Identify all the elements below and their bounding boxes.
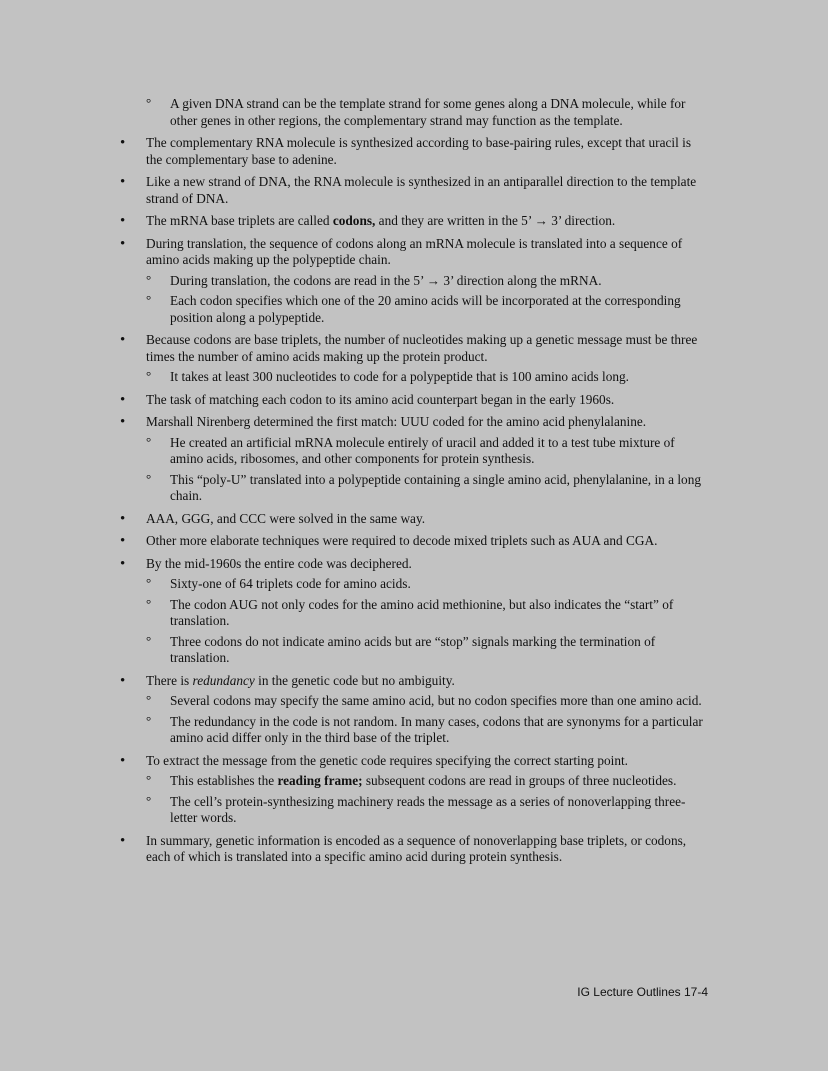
item-text: This establishes the <box>170 773 278 788</box>
item-text: Sixty-one of 64 triplets code for amino acids. <box>170 576 411 591</box>
item-text: Marshall Nirenberg determined the first match: UUU coded for the amino acid phenylalanine. <box>146 414 647 429</box>
sub-bullet-item <box>0 576 828 593</box>
bullet-item <box>0 556 828 573</box>
item-text: and they are written in the 5’ → 3’ direction. <box>375 213 616 228</box>
bullet-item <box>0 332 828 365</box>
bullet-item <box>0 753 828 770</box>
item-text: Several codons may specify the same amino acid, but no codon specifies more than one amino acid. <box>170 693 702 708</box>
item-text: The task of matching each codon to its amino acid counterpart began in the early 1960s. <box>146 391 615 407</box>
item-text: He created an artificial mRNA molecule entirely of uracil and added it to a test tube mixture of amino acids, ribosomes, and other components for protein synthesis. <box>170 434 675 466</box>
item-text: In summary, genetic information is encoded as a sequence of nonoverlapping base triplets, or codons, each of which is translated into a specific amino acid during protein synthesis. <box>146 832 687 864</box>
item-text: The codon AUG not only codes for the amino acid methionine, but also indicates the “start” of translation. <box>170 596 674 628</box>
bullet-item <box>0 833 828 866</box>
sub-bullet-item <box>0 273 828 290</box>
bullet-item <box>0 174 828 207</box>
item-text: There is <box>146 672 193 688</box>
item-text: A given DNA strand can be the template strand for some genes along a DNA molecule, while for other genes in other regions, the complementary strand may function as the template. <box>170 96 686 128</box>
bullet-item <box>0 673 828 690</box>
bullet-item <box>0 392 828 409</box>
item-text: Because codons are base triplets, the number of nucleotides making up a genetic message must be three times the number of amino acids making up the protein product. <box>146 332 698 364</box>
item-text: subsequent codons are read in groups of three nucleotides. <box>362 773 677 788</box>
sub-bullet-item <box>0 794 828 827</box>
sub-bullet-item <box>0 597 828 630</box>
sub-bullet-item <box>0 472 828 505</box>
item-text: The redundancy in the code is not random. In many cases, codons that are synonyms for a particular amino acid differ only in the third base of the triplet. <box>170 713 703 745</box>
bold-term: reading frame; <box>277 773 363 788</box>
item-text: AAA, GGG, and CCC were solved in the same way. <box>146 510 426 526</box>
sub-bullet-item <box>0 693 828 710</box>
bullet-item <box>0 135 828 168</box>
sub-bullet-item <box>0 773 828 790</box>
item-text: It takes at least 300 nucleotides to code for a polypeptide that is 100 amino acids long. <box>170 369 629 384</box>
item-text: The complementary RNA molecule is synthesized according to base-pairing rules, except that uracil is the complementary base to adenine. <box>146 135 691 167</box>
sub-bullet-item <box>0 634 828 667</box>
item-text: This “poly-U” translated into a polypeptide containing a single amino acid, phenylalanine, in a long chain. <box>170 471 701 503</box>
item-text: By the mid-1960s the entire code was deciphered. <box>146 555 412 571</box>
bullet-item <box>0 533 828 550</box>
bullet-item <box>0 236 828 269</box>
italic-term: redundancy <box>192 672 255 688</box>
bold-term: codons, <box>332 213 376 228</box>
item-text: The mRNA base triplets are called <box>146 213 333 228</box>
item-text: To extract the message from the genetic code requires specifying the correct starting point. <box>146 752 629 768</box>
item-text: Other more elaborate techniques were required to decode mixed triplets such as AUA and CGA. <box>146 533 658 548</box>
sub-bullet-item <box>0 435 828 468</box>
item-text: During translation, the sequence of codons along an mRNA molecule is translated into a sequence of amino acids making up the polypeptide chain. <box>146 235 683 267</box>
lecture-outline <box>0 96 828 866</box>
bullet-item <box>0 511 828 528</box>
item-text: During translation, the codons are read in the 5’ → 3’ direction along the mRNA. <box>170 272 602 288</box>
item-text: in the genetic code but no ambiguity. <box>254 672 455 688</box>
item-text: Like a new strand of DNA, the RNA molecule is synthesized in an antiparallel direction to the template strand of DNA. <box>146 174 697 206</box>
sub-bullet-item <box>0 714 828 747</box>
item-text: The cell’s protein-synthesizing machinery reads the message as a series of nonoverlapping three-letter words. <box>170 793 686 825</box>
sub-bullet-item <box>0 96 828 129</box>
page-footer: IG Lecture Outlines 17-4 <box>577 985 708 999</box>
item-text: Each codon specifies which one of the 20 amino acids will be incorporated at the corresponding position along a polypeptide. <box>170 293 681 325</box>
item-text: Three codons do not indicate amino acids but are “stop” signals marking the termination of translation. <box>170 633 656 665</box>
sub-bullet-item <box>0 369 828 386</box>
bullet-item <box>0 213 828 230</box>
sub-bullet-item <box>0 293 828 326</box>
bullet-item <box>0 414 828 431</box>
